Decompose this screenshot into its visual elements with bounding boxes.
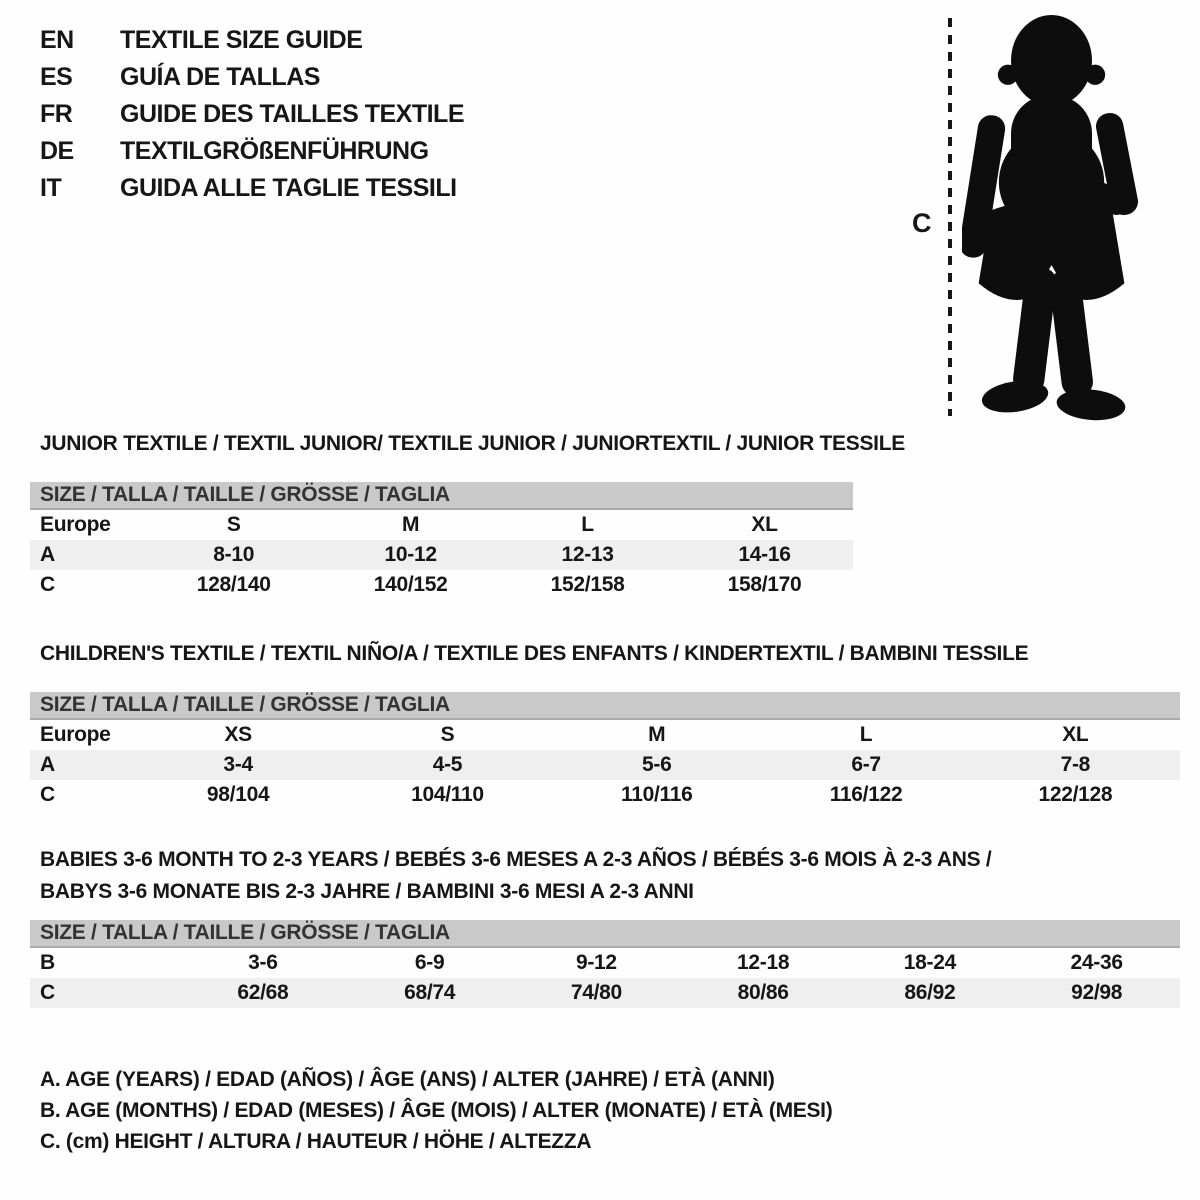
table-row [30, 570, 853, 600]
table-cell: 18-24 [903, 951, 956, 974]
column-header-cell: M [402, 513, 420, 536]
column-header-cell: XS [224, 723, 252, 746]
column-header-cell: XL [751, 513, 778, 536]
row-label-cell: C [40, 783, 55, 806]
column-header-cell: L [859, 723, 873, 746]
language-code: EN [40, 26, 74, 54]
table-cell: 10-12 [384, 543, 437, 566]
table-cell: 8-10 [213, 543, 255, 566]
section-junior-textile [30, 428, 905, 600]
language-row-it [40, 174, 464, 211]
table-cell: 3-6 [248, 951, 278, 974]
language-code: ES [40, 63, 73, 91]
table-cell: 116/122 [829, 783, 903, 806]
section-title: CHILDREN'S TEXTILE / TEXTIL NIÑO/A / TEXTILE DES ENFANTS / KINDERTEXTIL / BAMBINI TESSILE [40, 642, 1029, 665]
guide-title: GUIDE DES TAILLES TEXTILE [120, 100, 465, 128]
footnote-c: C. (cm) HEIGHT / ALTURA / HAUTEUR / HÖHE / ALTEZZA [40, 1130, 592, 1153]
table-row [30, 540, 853, 570]
table-cell: 86/92 [904, 981, 956, 1004]
height-measure-figure [898, 0, 1200, 432]
row-label-cell: A [40, 543, 55, 566]
language-row-en [40, 26, 464, 63]
section-title: JUNIOR TEXTILE / TEXTIL JUNIOR/ TEXTILE JUNIOR / JUNIORTEXTIL / JUNIOR TESSILE [40, 432, 905, 455]
table-cell: 104/110 [411, 783, 484, 806]
table-cell: 140/152 [373, 573, 448, 596]
table-cell: 14-16 [738, 543, 791, 566]
language-code: DE [40, 137, 74, 165]
column-header-cell: XL [1062, 723, 1089, 746]
footnote-b: B. AGE (MONTHS) / EDAD (MESES) / ÂGE (MOIS) / ALTER (MONATE) / ETÀ (MESI) [40, 1099, 833, 1122]
table-cell: 12-18 [737, 951, 790, 974]
table-cell: 4-5 [432, 753, 463, 776]
section-title: BABIES 3-6 MONTH TO 2-3 YEARS / BEBÉS 3-6 MESES A 2-3 AÑOS / BÉBÉS 3-6 MOIS À 2-3 ANS / [40, 848, 992, 871]
row-label-cell: B [40, 951, 55, 974]
size-header-bar: SIZE / TALLA / TAILLE / GRÖSSE / TAGLIA [30, 482, 853, 510]
guide-title: TEXTILGRÖßENFÜHRUNG [120, 137, 429, 165]
row-label-cell: A [40, 753, 55, 776]
toddler-silhouette-icon [962, 12, 1140, 422]
babies-size-table [30, 948, 1180, 1008]
section-babies-textile [30, 844, 1180, 1008]
table-row [30, 948, 1180, 978]
guide-title: TEXTILE SIZE GUIDE [120, 26, 363, 54]
table-cell: 6-9 [414, 951, 445, 974]
column-header-cell: L [581, 513, 594, 536]
table-cell: 5-6 [642, 753, 672, 776]
table-cell: 80/86 [737, 981, 789, 1004]
table-cell: 122/128 [1038, 783, 1113, 806]
table-cell: 62/68 [237, 981, 289, 1004]
row-label-cell: C [40, 573, 55, 596]
section-children-textile [30, 638, 1180, 810]
column-header-cell: S [226, 513, 241, 536]
table-cell: 92/98 [1071, 981, 1123, 1004]
language-row-es [40, 63, 464, 100]
language-code: FR [40, 100, 73, 128]
table-cell: 7-8 [1060, 753, 1091, 776]
guide-title: GUIDA ALLE TAGLIE TESSILI [120, 174, 457, 202]
footnote-a: A. AGE (YEARS) / EDAD (AÑOS) / ÂGE (ANS) / ALTER (JAHRE) / ETÀ (ANNI) [40, 1068, 775, 1091]
table-cell: 158/170 [727, 573, 802, 596]
table-cell: 98/104 [206, 783, 270, 806]
table-cell: 68/74 [404, 981, 456, 1004]
language-title-list [40, 26, 464, 211]
table-cell: 24-36 [1070, 951, 1123, 974]
table-row-columns [30, 720, 1180, 750]
table-cell: 152/158 [550, 573, 625, 596]
table-cell: 128/140 [196, 573, 271, 596]
column-header-cell: S [440, 723, 455, 746]
language-row-fr [40, 100, 464, 137]
table-cell: 74/80 [570, 981, 622, 1004]
column-header-cell: M [648, 723, 666, 746]
size-header-bar: SIZE / TALLA / TAILLE / GRÖSSE / TAGLIA [30, 920, 1180, 948]
junior-size-table [30, 510, 853, 600]
guide-title: GUÍA DE TALLAS [120, 63, 320, 91]
row-label-cell: C [40, 981, 55, 1004]
table-cell: 110/116 [620, 783, 693, 806]
size-header-bar: SIZE / TALLA / TAILLE / GRÖSSE / TAGLIA [30, 692, 1180, 720]
table-row [30, 750, 1180, 780]
measure-label-c: C [912, 208, 932, 238]
dashed-measure-line [948, 18, 952, 416]
language-row-de [40, 137, 464, 174]
children-size-table [30, 720, 1180, 810]
column-header-cell: Europe [40, 723, 111, 746]
legend-footnotes [40, 1064, 832, 1157]
column-header-cell: Europe [40, 513, 111, 536]
table-cell: 12-13 [561, 543, 614, 566]
section-title-line2: BABYS 3-6 MONATE BIS 2-3 JAHRE / BAMBINI 3-6 MESI A 2-3 ANNI [40, 880, 694, 903]
table-cell: 9-12 [575, 951, 617, 974]
table-cell: 3-4 [223, 753, 253, 776]
table-row-columns [30, 510, 853, 540]
table-row [30, 978, 1180, 1008]
language-code: IT [40, 174, 62, 202]
table-cell: 6-7 [851, 753, 881, 776]
table-row [30, 780, 1180, 810]
